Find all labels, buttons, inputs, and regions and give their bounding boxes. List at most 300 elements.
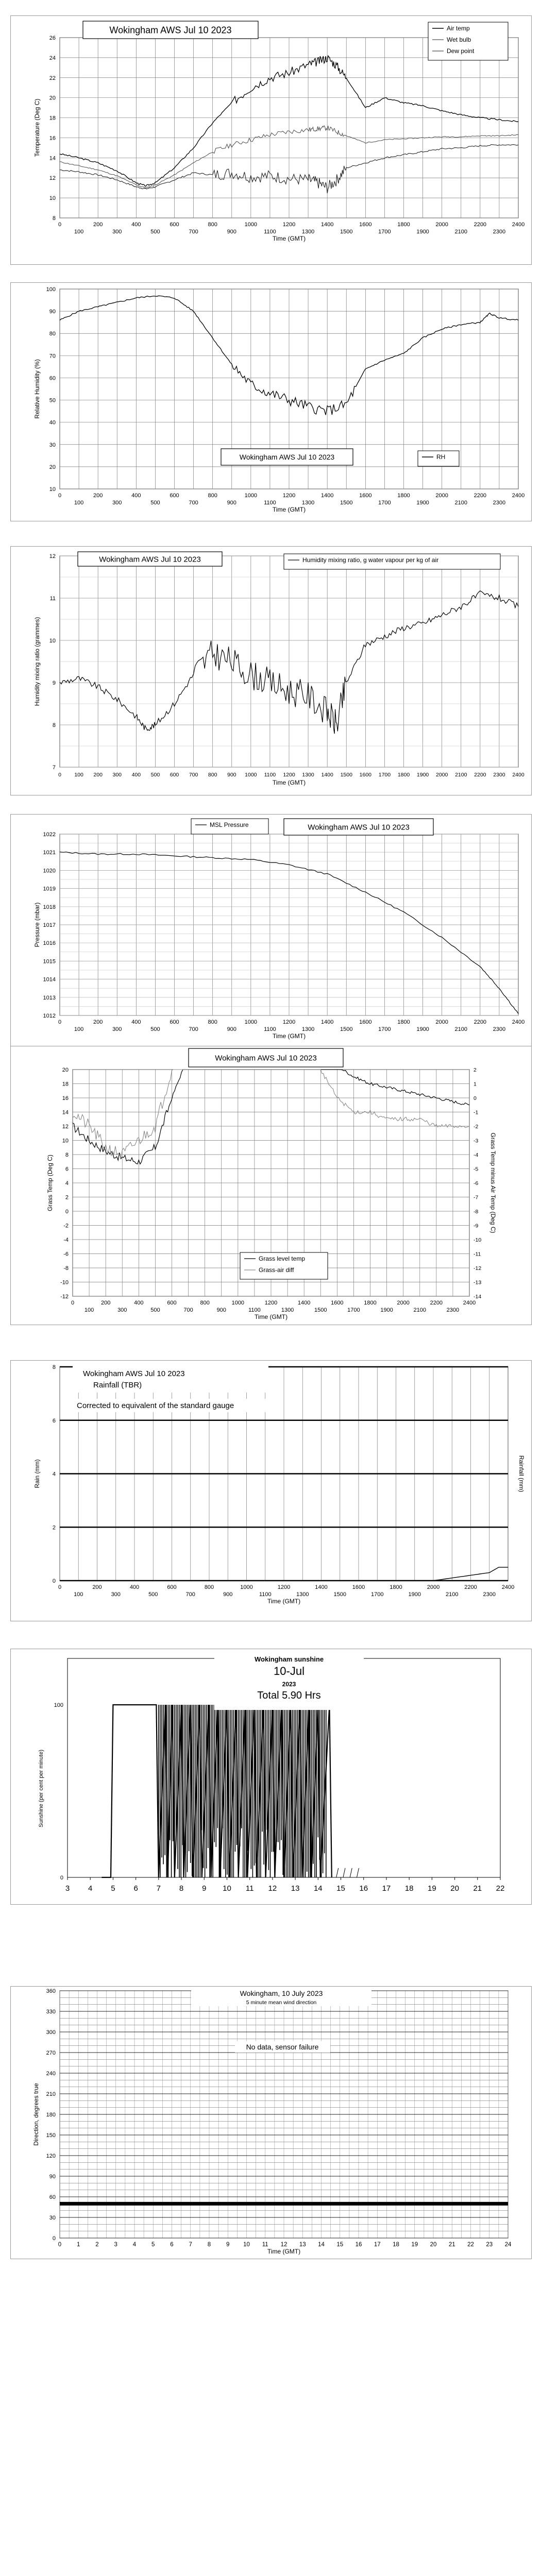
y-tick-label: 20 xyxy=(49,95,56,101)
x-tick-label: 1500 xyxy=(340,500,353,506)
y-tick-label: 10 xyxy=(49,195,56,202)
x-tick-label: 1500 xyxy=(340,229,353,235)
rainfall-chart xyxy=(11,1361,531,1621)
x-tick-label: 1500 xyxy=(314,1307,327,1313)
y-right-tick-label: 1 xyxy=(474,1081,477,1088)
x-tick-label: 600 xyxy=(167,1300,177,1306)
y-tick-label: 8 xyxy=(52,722,56,728)
y-tick-label: 20 xyxy=(62,1067,69,1073)
pressure-chart xyxy=(11,815,531,1046)
y-right-tick-label: -14 xyxy=(474,1294,482,1300)
x-tick-label: 2100 xyxy=(454,500,467,506)
y-tick-label: 40 xyxy=(49,419,56,426)
y-tick-label: 12 xyxy=(62,1124,69,1130)
x-tick-label: 800 xyxy=(208,1019,217,1025)
y-tick-label: -8 xyxy=(63,1265,69,1272)
x-tick-label: 500 xyxy=(148,1591,158,1598)
x-tick-label: 16 xyxy=(355,2242,362,2248)
y-axis-label: Temperature (Deg C) xyxy=(33,98,41,157)
x-tick-label: 500 xyxy=(150,1307,160,1313)
x-axis-label: Time (GMT) xyxy=(267,2248,301,2255)
x-tick-label: 100 xyxy=(74,1591,83,1598)
legend-label: Wet bulb xyxy=(447,36,471,43)
legend-label: Grass-air diff xyxy=(259,1266,294,1274)
x-tick-label: 2000 xyxy=(435,772,448,778)
y-tick-label: 150 xyxy=(46,2132,56,2139)
x-tick-label: 400 xyxy=(131,1019,141,1025)
x-tick-label: 2300 xyxy=(483,1591,496,1598)
x-tick-label: 7 xyxy=(156,1884,161,1893)
x-tick-label: 0 xyxy=(58,1019,62,1025)
x-axis-label: Time (GMT) xyxy=(272,1032,306,1040)
y-right-tick-label: -2 xyxy=(474,1124,479,1130)
x-tick-label: 7 xyxy=(189,2242,192,2248)
y-axis-label: Sunshine (per cent per minute) xyxy=(38,1749,44,1828)
sunshine-chart-panel xyxy=(10,1649,532,1905)
y-tick-label: 90 xyxy=(49,309,56,315)
wind-direction-chart-panel xyxy=(10,1986,532,2259)
y-tick-label: 2 xyxy=(65,1194,69,1201)
x-tick-label: 13 xyxy=(299,2242,306,2248)
chart-subtitle: Rainfall (TBR) xyxy=(93,1381,142,1389)
x-tick-label: 1100 xyxy=(248,1307,261,1313)
x-tick-label: 18 xyxy=(404,1884,414,1893)
x-tick-label: 3 xyxy=(114,2242,117,2248)
x-tick-label: 900 xyxy=(216,1307,226,1313)
x-tick-label: 22 xyxy=(496,1884,505,1893)
x-tick-label: 16 xyxy=(359,1884,368,1893)
x-tick-label: 2400 xyxy=(512,772,525,778)
x-tick-label: 1400 xyxy=(315,1584,328,1590)
y-right-axis-label: Grass Temp minus Air Temp (Deg C) xyxy=(489,1132,497,1233)
x-tick-label: 800 xyxy=(200,1300,210,1306)
y-right-tick-label: -4 xyxy=(474,1152,479,1158)
x-tick-label: 200 xyxy=(93,222,103,228)
x-tick-label: 1400 xyxy=(320,222,334,228)
humidity-chart-panel xyxy=(10,282,532,521)
x-tick-label: 19 xyxy=(411,2242,418,2248)
x-tick-label: 8 xyxy=(179,1884,184,1893)
chart-title: Wokingham sunshine xyxy=(254,1655,324,1663)
x-tick-label: 1100 xyxy=(264,1026,276,1032)
x-tick-label: 200 xyxy=(93,772,103,778)
y-tick-label: 12 xyxy=(49,175,56,182)
y-tick-label: 270 xyxy=(46,2050,56,2056)
y-tick-label: 8 xyxy=(52,1364,56,1370)
x-tick-label: 100 xyxy=(74,500,84,506)
wind-direction-chart xyxy=(11,1987,531,2259)
x-tick-label: 9 xyxy=(226,2242,230,2248)
x-tick-label: 1700 xyxy=(378,772,391,778)
x-tick-label: 1200 xyxy=(282,1019,296,1025)
chart-title: Wokingham AWS Jul 10 2023 xyxy=(109,25,232,36)
y-tick-label: 20 xyxy=(49,464,56,470)
x-tick-label: 2000 xyxy=(397,1300,410,1306)
y-tick-label: 300 xyxy=(46,2029,56,2036)
y-tick-label: 210 xyxy=(46,2091,56,2097)
y-tick-label: 8 xyxy=(65,1152,69,1158)
y-tick-label: 12 xyxy=(49,553,56,560)
x-tick-label: 1500 xyxy=(340,1026,353,1032)
x-tick-label: 1200 xyxy=(277,1584,291,1590)
x-tick-label: 1 xyxy=(77,2242,80,2248)
x-tick-label: 5 xyxy=(111,1884,115,1893)
y-tick-label: 1018 xyxy=(43,904,56,910)
y-tick-label: 30 xyxy=(49,2215,56,2221)
x-tick-label: 1100 xyxy=(264,500,276,506)
x-tick-label: 2400 xyxy=(512,222,525,228)
y-tick-label: 0 xyxy=(65,1209,69,1215)
x-tick-label: 1400 xyxy=(320,1019,334,1025)
x-tick-label: 1600 xyxy=(359,1019,372,1025)
x-tick-label: 1200 xyxy=(282,222,296,228)
x-tick-label: 6 xyxy=(170,2242,174,2248)
legend-label: Air temp xyxy=(447,25,470,32)
x-tick-label: 1600 xyxy=(359,772,372,778)
x-tick-label: 1800 xyxy=(390,1584,402,1590)
x-tick-label: 1300 xyxy=(301,1026,315,1032)
x-tick-label: 0 xyxy=(58,222,62,228)
x-tick-label: 1200 xyxy=(282,493,296,499)
legend-label: MSL Pressure xyxy=(210,821,249,828)
y-tick-label: 16 xyxy=(62,1095,69,1101)
x-tick-label: 200 xyxy=(92,1584,102,1590)
x-tick-label: 5 xyxy=(151,2242,155,2248)
x-tick-label: 1800 xyxy=(397,222,410,228)
y-tick-label: 10 xyxy=(49,486,56,493)
x-tick-label: 1900 xyxy=(380,1307,393,1313)
x-tick-label: 1000 xyxy=(244,222,258,228)
x-tick-label: 1700 xyxy=(378,500,391,506)
x-tick-label: 2100 xyxy=(455,772,467,778)
y-tick-label: -12 xyxy=(60,1294,69,1300)
x-tick-label: 1900 xyxy=(416,1026,429,1032)
legend-label: Dew point xyxy=(447,47,475,55)
y-tick-label: 10 xyxy=(62,1138,69,1144)
y-tick-label: -2 xyxy=(63,1223,69,1229)
x-tick-label: 1600 xyxy=(359,493,372,499)
x-tick-label: 600 xyxy=(170,1019,179,1025)
x-tick-label: 1900 xyxy=(416,500,429,506)
x-tick-label: 4 xyxy=(88,1884,93,1893)
x-tick-label: 1300 xyxy=(301,229,315,235)
x-tick-label: 1500 xyxy=(333,1591,346,1598)
y-right-tick-label: -1 xyxy=(474,1109,479,1116)
chart-note: Corrected to equivalent of the standard gauge xyxy=(77,1401,234,1410)
x-tick-label: 300 xyxy=(112,229,122,235)
grass-temp-chart xyxy=(11,1046,531,1325)
x-tick-label: 2200 xyxy=(474,222,487,228)
y-tick-label: 4 xyxy=(65,1180,69,1187)
x-tick-label: 1800 xyxy=(397,772,410,778)
x-tick-label: 13 xyxy=(291,1884,300,1893)
x-tick-label: 300 xyxy=(112,1026,122,1032)
y-right-tick-label: -9 xyxy=(474,1223,479,1229)
x-tick-label: 800 xyxy=(204,1584,214,1590)
x-tick-label: 900 xyxy=(227,500,236,506)
x-tick-label: 2200 xyxy=(474,1019,487,1025)
x-tick-label: 400 xyxy=(131,772,141,778)
x-tick-label: 2 xyxy=(95,2242,99,2248)
x-tick-label: 10 xyxy=(223,1884,231,1893)
x-tick-label: 500 xyxy=(150,1026,160,1032)
x-tick-label: 2100 xyxy=(454,1026,467,1032)
x-tick-label: 2000 xyxy=(435,493,448,499)
x-axis-label: Time (GMT) xyxy=(272,235,306,242)
x-tick-label: 300 xyxy=(112,772,122,778)
y-tick-label: 100 xyxy=(54,1702,63,1708)
x-tick-label: 14 xyxy=(313,1884,323,1893)
y-tick-label: 1022 xyxy=(43,832,56,838)
y-tick-label: 1014 xyxy=(43,976,56,983)
x-tick-label: 2100 xyxy=(413,1307,426,1313)
x-tick-label: 9 xyxy=(202,1884,207,1893)
x-tick-label: 700 xyxy=(189,500,198,506)
y-axis-label: Rain (mm) xyxy=(33,1459,41,1488)
y-tick-label: 14 xyxy=(62,1109,69,1116)
x-tick-label: 600 xyxy=(167,1584,177,1590)
y-tick-label: 0 xyxy=(52,2235,56,2242)
x-tick-label: 4 xyxy=(132,2242,137,2248)
x-tick-label: 23 xyxy=(486,2242,493,2248)
x-tick-label: 0 xyxy=(71,1300,75,1306)
x-tick-label: 300 xyxy=(112,500,122,506)
x-tick-label: 500 xyxy=(150,772,160,778)
x-tick-label: 12 xyxy=(280,2242,288,2248)
grass-temp-chart-panel xyxy=(10,1046,532,1325)
x-tick-label: 15 xyxy=(336,2242,344,2248)
y-right-tick-label: -6 xyxy=(474,1180,479,1187)
x-tick-label: 2400 xyxy=(501,1584,515,1590)
x-tick-label: 2000 xyxy=(435,222,448,228)
pressure-chart-panel xyxy=(10,814,532,1047)
x-tick-label: 11 xyxy=(262,2242,268,2248)
x-tick-label: 1400 xyxy=(320,493,334,499)
y-tick-label: 1020 xyxy=(43,868,56,874)
y-tick-label: 30 xyxy=(49,442,56,448)
y-right-axis-label: Rainfall (mm) xyxy=(518,1455,525,1493)
y-tick-label: 6 xyxy=(52,1417,56,1424)
x-tick-label: 2000 xyxy=(435,1019,448,1025)
x-tick-label: 3 xyxy=(65,1884,70,1893)
y-tick-label: 2 xyxy=(52,1524,56,1531)
x-tick-label: 2400 xyxy=(512,1019,525,1025)
x-tick-label: 12 xyxy=(268,1884,277,1893)
y-right-tick-label: -13 xyxy=(474,1279,482,1286)
x-tick-label: 1600 xyxy=(359,222,372,228)
y-tick-label: 24 xyxy=(49,55,56,61)
x-axis-label: Time (GMT) xyxy=(254,1313,288,1320)
x-tick-label: 2200 xyxy=(464,1584,477,1590)
y-tick-label: 8 xyxy=(52,215,56,222)
mixing-ratio-chart xyxy=(11,547,531,795)
x-axis-label: Time (GMT) xyxy=(272,506,306,513)
x-axis-label: Time (GMT) xyxy=(267,1598,301,1605)
x-tick-label: 2100 xyxy=(446,1591,459,1598)
sunshine-chart xyxy=(11,1649,531,1904)
x-tick-label: 1100 xyxy=(264,772,276,778)
y-tick-label: 90 xyxy=(49,2174,56,2180)
x-tick-label: 900 xyxy=(227,229,236,235)
y-tick-label: 1017 xyxy=(43,922,56,928)
x-tick-label: 400 xyxy=(134,1300,144,1306)
x-tick-label: 1300 xyxy=(281,1307,294,1313)
y-axis-label: Relative Humidity (%) xyxy=(33,359,41,419)
x-tick-label: 600 xyxy=(170,222,179,228)
x-tick-label: 300 xyxy=(117,1307,127,1313)
y-tick-label: 1015 xyxy=(43,958,56,965)
x-tick-label: 1000 xyxy=(245,772,257,778)
y-tick-label: 18 xyxy=(62,1081,69,1088)
y-right-tick-label: -8 xyxy=(474,1209,479,1215)
x-tick-label: 19 xyxy=(428,1884,436,1893)
x-tick-label: 22 xyxy=(467,2242,474,2248)
x-tick-label: 400 xyxy=(131,222,141,228)
y-right-tick-label: -7 xyxy=(474,1194,479,1201)
temperature-chart-panel xyxy=(10,15,532,265)
legend-label: Humidity mixing ratio, g water vapour per kg of air xyxy=(302,556,439,564)
y-tick-label: 14 xyxy=(49,155,56,162)
x-tick-label: 6 xyxy=(133,1884,138,1893)
y-tick-label: 0 xyxy=(60,1875,63,1881)
x-tick-label: 2300 xyxy=(446,1307,460,1313)
x-tick-label: 14 xyxy=(318,2242,325,2248)
x-tick-label: 1800 xyxy=(364,1300,377,1306)
x-tick-label: 100 xyxy=(84,1307,94,1313)
x-tick-label: 800 xyxy=(208,772,217,778)
mixing-ratio-chart-panel xyxy=(10,546,532,795)
x-tick-label: 400 xyxy=(131,493,141,499)
x-tick-label: 0 xyxy=(58,2242,62,2248)
y-tick-label: -6 xyxy=(63,1251,69,1258)
x-tick-label: 2200 xyxy=(474,493,487,499)
y-tick-label: 60 xyxy=(49,2194,56,2200)
chart-subtitle: 5 minute mean wind direction xyxy=(246,1999,317,2006)
y-tick-label: 1012 xyxy=(43,1013,56,1019)
y-tick-label: 1019 xyxy=(43,886,56,892)
x-tick-label: 1700 xyxy=(347,1307,360,1313)
x-tick-label: 100 xyxy=(74,772,83,778)
x-tick-label: 500 xyxy=(150,500,160,506)
x-tick-label: 200 xyxy=(93,1019,103,1025)
x-tick-label: 200 xyxy=(100,1300,111,1306)
chart-date: 10-Jul xyxy=(274,1665,305,1677)
x-tick-label: 1300 xyxy=(301,500,315,506)
x-tick-label: 2300 xyxy=(493,229,506,235)
x-tick-label: 21 xyxy=(473,1884,482,1893)
chart-total: Total 5.90 Hrs xyxy=(257,1690,321,1701)
x-tick-label: 2400 xyxy=(512,493,525,499)
y-tick-label: 180 xyxy=(46,2112,56,2118)
x-tick-label: 700 xyxy=(189,1026,198,1032)
y-tick-label: 70 xyxy=(49,353,56,360)
y-right-tick-label: -3 xyxy=(474,1138,479,1144)
y-axis-label: Grass Temp (Deg C) xyxy=(46,1155,54,1211)
x-tick-label: 17 xyxy=(374,2242,381,2248)
x-tick-label: 1200 xyxy=(264,1300,278,1306)
y-tick-label: -4 xyxy=(63,1237,69,1243)
x-tick-label: 2200 xyxy=(430,1300,443,1306)
x-tick-label: 1000 xyxy=(244,1019,258,1025)
y-tick-label: 1013 xyxy=(43,994,56,1001)
x-tick-label: 0 xyxy=(58,1584,62,1590)
y-right-tick-label: -5 xyxy=(474,1166,479,1173)
x-tick-label: 2100 xyxy=(454,229,467,235)
x-tick-label: 900 xyxy=(223,1591,233,1598)
y-tick-label: 6 xyxy=(65,1166,69,1173)
y-right-tick-label: -12 xyxy=(474,1265,482,1272)
x-tick-label: 10 xyxy=(243,2242,250,2248)
x-tick-label: 24 xyxy=(504,2242,512,2248)
x-tick-label: 20 xyxy=(430,2242,437,2248)
x-tick-label: 1600 xyxy=(331,1300,344,1306)
y-right-tick-label: -10 xyxy=(474,1237,482,1243)
x-tick-label: 900 xyxy=(227,1026,236,1032)
x-tick-label: 1600 xyxy=(352,1584,365,1590)
x-tick-label: 700 xyxy=(189,772,198,778)
y-tick-label: 330 xyxy=(46,2009,56,2015)
x-tick-label: 500 xyxy=(150,229,160,235)
x-tick-label: 0 xyxy=(58,772,61,778)
y-tick-label: 80 xyxy=(49,331,56,337)
x-tick-label: 700 xyxy=(189,229,198,235)
y-right-tick-label: 2 xyxy=(474,1067,477,1073)
y-tick-label: -10 xyxy=(60,1279,69,1286)
x-tick-label: 1400 xyxy=(297,1300,311,1306)
y-axis-label: Pressure (mbar) xyxy=(33,902,41,947)
x-tick-label: 1700 xyxy=(378,1026,391,1032)
x-tick-label: 0 xyxy=(58,493,62,499)
y-tick-label: 1016 xyxy=(43,940,56,947)
y-right-tick-label: 0 xyxy=(474,1095,477,1101)
chart-year: 2023 xyxy=(282,1681,296,1688)
y-tick-label: 0 xyxy=(52,1578,56,1584)
y-tick-label: 10 xyxy=(49,638,56,644)
x-tick-label: 1900 xyxy=(408,1591,421,1598)
y-tick-label: 16 xyxy=(49,135,56,142)
chart-title: Wokingham AWS Jul 10 2023 xyxy=(239,452,335,461)
y-tick-label: 11 xyxy=(49,596,56,602)
x-tick-label: 100 xyxy=(74,1026,84,1032)
x-tick-label: 300 xyxy=(111,1591,121,1598)
x-tick-label: 600 xyxy=(170,493,179,499)
x-tick-label: 1100 xyxy=(259,1591,272,1598)
y-tick-label: 26 xyxy=(49,35,56,41)
x-tick-label: 2400 xyxy=(463,1300,476,1306)
legend-label: Grass level temp xyxy=(259,1255,306,1262)
x-tick-label: 200 xyxy=(93,493,103,499)
y-tick-label: 50 xyxy=(49,397,56,404)
temperature-chart xyxy=(11,16,531,264)
x-tick-label: 600 xyxy=(170,772,179,778)
x-tick-label: 1800 xyxy=(397,1019,410,1025)
y-right-tick-label: -11 xyxy=(474,1251,481,1258)
y-tick-label: 360 xyxy=(46,1988,56,1994)
y-tick-label: 120 xyxy=(46,2153,56,2159)
x-tick-label: 1000 xyxy=(240,1584,253,1590)
x-tick-label: 800 xyxy=(208,493,217,499)
x-tick-label: 8 xyxy=(207,2242,211,2248)
chart-title: Wokingham AWS Jul 10 2023 xyxy=(308,823,410,832)
y-tick-label: 22 xyxy=(49,75,56,81)
chart-title: Wokingham AWS Jul 10 2023 xyxy=(83,1369,185,1378)
x-tick-label: 1900 xyxy=(416,772,429,778)
x-tick-label: 2300 xyxy=(493,772,505,778)
x-tick-label: 1100 xyxy=(264,229,276,235)
x-tick-label: 100 xyxy=(74,229,84,235)
x-tick-label: 2200 xyxy=(474,772,486,778)
y-tick-label: 7 xyxy=(52,765,56,771)
